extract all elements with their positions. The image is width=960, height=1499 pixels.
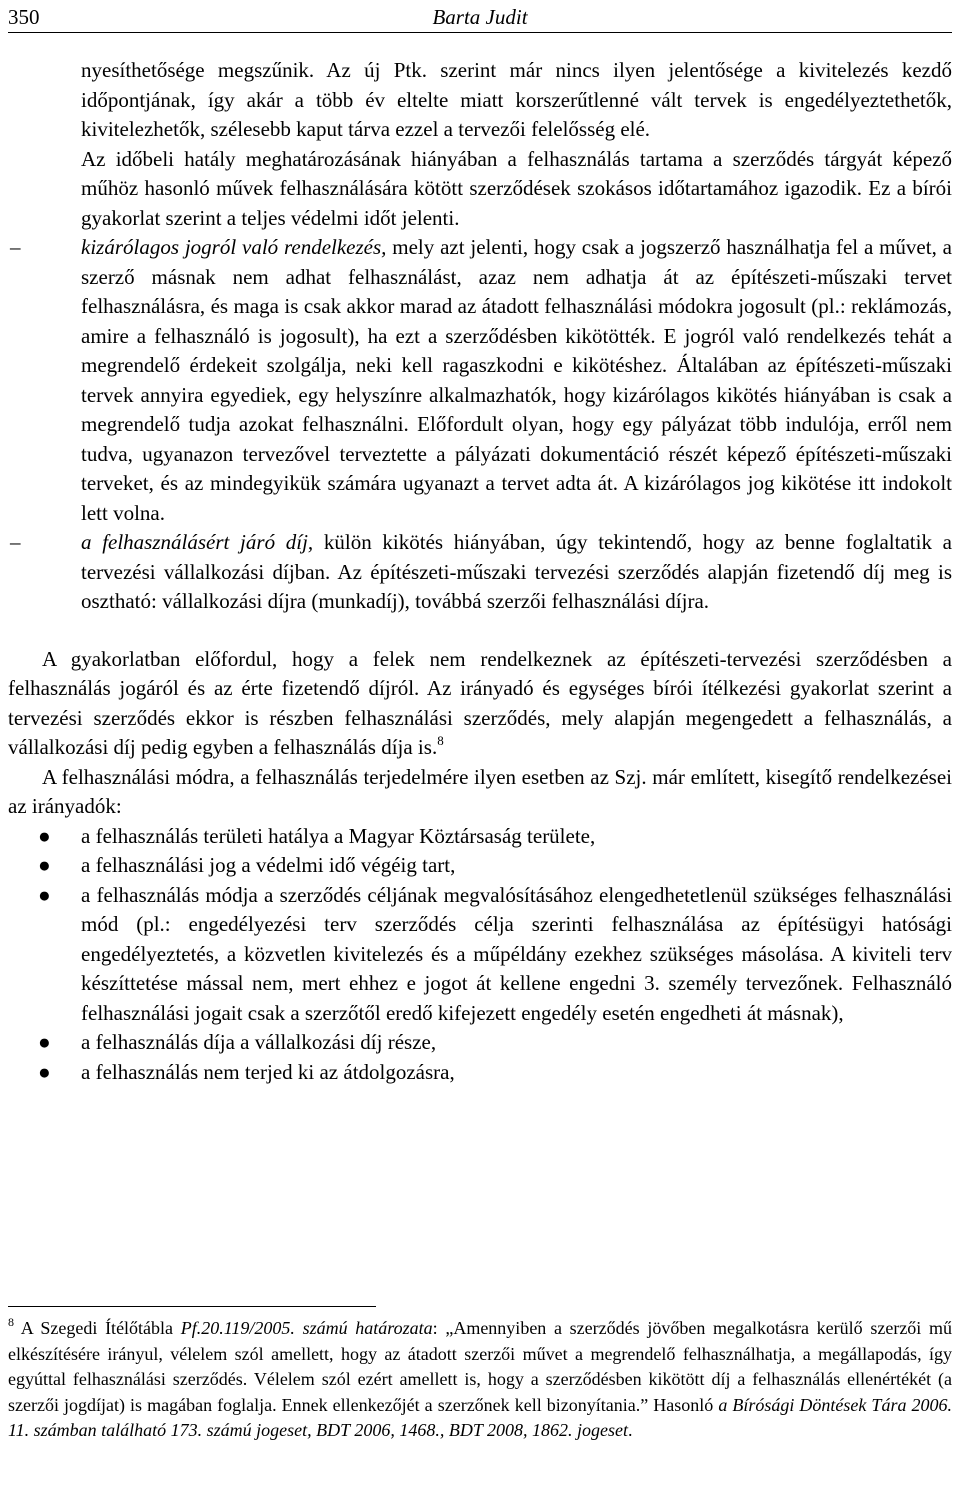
footnote-text: $^8$ A Szegedi Ítélőtábla Pf.20.119/2005. számú határozata: „Amennyiben a szerződés jövőben megalkotásra kerülő szerzői mű elkészítésére irányul, vélelem szól amellett, hogy az átadott szerzői művet a megrendelő felhasználhatja, a megállapodás, így egyúttal felhasználási szerződés. Vélelem szól ezért amellett is, hogy a szerződésben kikötött díj a felhasználás ellenértékét (a szerzői jogdíjat) is magában foglalja. Ennek ellenkezőjét a szerzőnek kell bizonyítania.” Hasonló a Bírósági Döntések Tára 2006. 11. számban található 173. számú jogeset, BDT 2006, 1468., BDT 2008, 1862. jogeset. [8,1315,952,1440]
practice-paragraph: A gyakorlatban előfordul, hogy a felek nem rendelkeznek az építészeti-tervezési szerződésben a felhasználás jogáról és az érte fizetendő díjról. Az irányadó és egységes bírói ítélkezési gyakorlat szerint a tervezési szerződés ekkor is részben felhasználási szerződés, mely alapján megengedett a felhasználás, a vállalkozási díj pedig egyben a felhasználás díja is.$^8$ [8,646,952,759]
dash-marker: – [10,235,21,259]
footnote-number: 8 [8,1315,14,1329]
running-head-author: Barta Judit [432,5,528,29]
dash-item-text: kizárólagos jogról való rendelkezés, mely azt jelenti, hogy csak a jogszerző használhatja fel a művet, a szerző másnak nem adhat felhasználást, azaz nem adhatja át az építészeti-műszaki tervet felhasználásra, és maga is csak akkor marad az átadott felhasználási módokra jogosult (pl.: reklámozás, amire a felhasználó is jogosult), ha ezt a szerződésben kikötötték. E jogról való rendelkezés tehát a megrendelő érdekeit szolgálja, neki kell ragaszkodni e kikötéshez. Általában az építészeti-műszaki tervek annyira egyediek, egy helyszínre alkalmazhatók, hogy kizárólagos kikötés hiányában is csak a megrendelő tudja azokat felhasználni. Előfordult olyan, hogy egy pályázat több indulója, erről nem tudva, ugyanazon tervezővel terveztette a pályázati dokumentáció részét képező építészeti-műszaki terveket, és az mindegyikük számára ugyanazt a tervet adta át. A kizárólagos jog kikötése itt indokolt lett volna. [81,235,952,525]
bullet-list-item: ● a felhasználás nem terjed ki az átdolgozásra, [8,1058,952,1088]
usage-mode-paragraph: A felhasználási módra, a felhasználás terjedelmére ilyen esetben az Szj. már említett, kisegítő rendelkezései az irányadók: [8,764,952,818]
bullet-icon: ● [38,1030,51,1054]
dash-marker: – [10,530,21,554]
dash-list-item [8,528,952,617]
dash-item-term: kizárólagos jogról való rendelkezés, [81,235,387,259]
continuation-paragraph: nyesíthetősége megszűnik. Az új Ptk. szerint már nincs ilyen jelentősége a kivitelezés kezdő időpontjának, így akár a több év eltelte miatt korszerűtlenné vált tervek is engedélyeztethetők, kivitelezhetők, szélesebb kaput tárva ezzel a tervezői felelősség elé. [81,58,952,141]
page-number: 350 [8,5,40,29]
dash-list-item [8,233,952,528]
page-body [8,56,952,1087]
dash-item-term: a felhasználásért járó díj, [81,530,314,554]
bullet-icon: ● [38,1059,51,1084]
bullet-list-item: ● a felhasználás módja a szerződés céljának megvalósításához elengedhetetlenül szükséges felhasználási mód (pl.: engedélyezési terv szerződés célja szerinti felhasználása az építésügyi hatósági engedélyeztetés, a közvetlen kivitelezés és a műpéldány ezekhez szükséges másolása. A kiviteli terv készíttetése mással nem, mert ehhez e jogot át kellene engedni 3. személy tervezőnek. Felhasználó felhasználási jogait csak a szerzőtől eredő kifejezett engedély esetén engedheti át másnak), [38,882,952,1025]
bullet-icon: ● [38,853,51,877]
bullet-list-item: ● a felhasználási jog a védelmi idő végéig tart, [8,851,952,881]
footnote-reference[interactable]: 8 [437,733,444,748]
footnote-divider [8,1306,376,1307]
bullet-icon: ● [38,882,51,907]
dash-item-text: a felhasználásért járó díj, külön kikötés hiányában, úgy tekintendő, hogy az benne foglaltatik a tervezési vállalkozási díjban. Az építészeti-műszaki tervezési szerződés alapján fizetendő díj meg is osztható: vállalkozási díjra (munkadíj), továbbá szerzői felhasználási díjra. [81,530,952,613]
paragraph-gap [8,617,952,645]
page-header [8,2,952,33]
footnote [8,1316,952,1444]
bullet-icon: ● [38,823,51,848]
temporal-scope-paragraph: Az időbeli hatály meghatározásának hiányában a felhasználás tartama a szerződés tárgyát képező műhöz hasonló művek felhasználására kötött szerződések szokásos időtartamához igazodik. Ez a bírói gyakorlat szerint a teljes védelmi időt jelenti. [81,146,952,230]
bullet-list-item: ● a felhasználás díja a vállalkozási díj része, [8,1028,952,1058]
bullet-list-item: ● a felhasználás területi hatálya a Magyar Köztársaság területe, [8,822,952,852]
